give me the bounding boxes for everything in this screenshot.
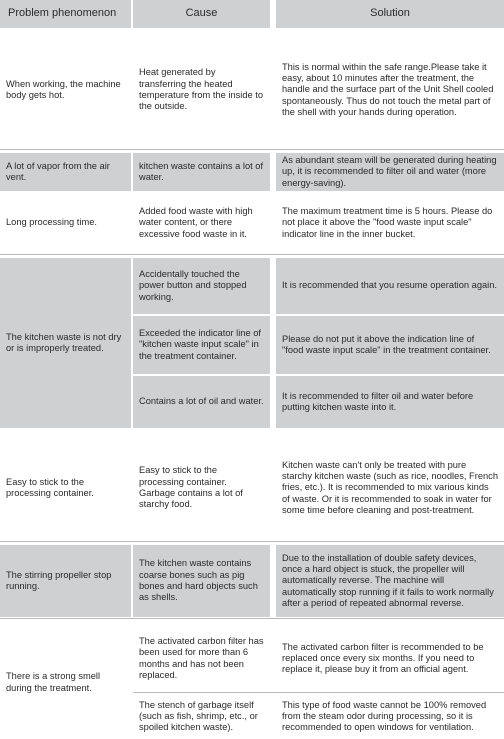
row-4b-solution: Please do not put it above the indication line of "food waste input scale" in the treatment container. [276, 316, 504, 374]
row-7b-solution: This type of food waste cannot be 100% removed from the steam odor during processing, so it is recommended to open windows for ventilation. [276, 694, 504, 739]
row-divider [0, 618, 504, 619]
row-4c-cause: Contains a lot of oil and water. [133, 376, 270, 428]
header-problem: Problem phenomenon [0, 0, 131, 28]
header-cause: Cause [133, 0, 270, 28]
row-divider [0, 254, 504, 255]
row-7a-cause: The activated carbon filter has been used for more than 6 months and has not been replaced. [133, 626, 270, 691]
row-6-solution: Due to the installation of double safety devices, once a hard object is stuck, the propeller will automatically reverse. The machine will automatically stop running if it fails to work normally after a period of repeated abnormal reverse. [276, 545, 504, 617]
row-2-cause: kitchen waste contains a lot of water. [133, 153, 270, 191]
column-divider [131, 258, 133, 428]
row-5-solution: Kitchen waste can't only be treated with pure starchy kitchen waste (such as rice, noodles, French fries, etc.). It is recommended to mix various kinds of waste. Or it is recommended to soak in water for some time before cleaning and post-treatment. [276, 436, 504, 540]
row-6-problem: The stirring propeller stop running. [0, 545, 131, 617]
row-divider [0, 541, 504, 542]
row-6-cause: The kitchen waste contains coarse bones such as pig bones and hard objects such as shells. [133, 545, 270, 617]
row-3-cause: Added food waste with high water content, or there excessive food waste in it. [133, 195, 270, 251]
header-solution: Solution [276, 0, 504, 28]
row-7b-cause: The stench of garbage itself (such as fish, shrimp, etc., or spoiled kitchen waste). [133, 694, 270, 739]
row-3-problem: Long processing time. [0, 195, 131, 251]
row-3-solution: The maximum treatment time is 5 hours. Please do not place it above the "food waste input scale" indicator line in the inner bucket. [276, 195, 504, 251]
row-1-cause: Heat generated by transferring the heated temperature from the inside to the outside. [133, 31, 270, 149]
row-4a-cause: Accidentally touched the power button and stopped working. [133, 258, 270, 314]
row-2-problem: A lot of vapor from the air vent. [0, 153, 131, 191]
row-7-problem: There is a strong smell during the treatment. [0, 626, 131, 739]
row-4c-solution: It is recommended to filter oil and water before putting kitchen waste into it. [276, 376, 504, 428]
row-2-solution: As abundant steam will be generated during heating up, it is recommended to filter oil and water (more energy-saving). [276, 153, 504, 191]
row-divider [0, 149, 504, 150]
row-7a-solution: The activated carbon filter is recommended to be replaced once every six months. If you need to replace it, please buy it from an official agent. [276, 626, 504, 691]
row-5-problem: Easy to stick to the processing container. [0, 436, 131, 540]
row-4b-cause: Exceeded the indicator line of "kitchen waste input scale" in the treatment container. [133, 316, 270, 374]
row-4a-solution: It is recommended that you resume operation again. [276, 258, 504, 314]
row-divider [133, 692, 504, 693]
row-1-problem: When working, the machine body gets hot. [0, 31, 131, 149]
row-1-solution: This is normal within the safe range.Please take it easy, about 10 minutes after the treatment, the handle and the surface part of the Unit Shell cooled spontaneously. Thus do not touch the metal part of the shell with your hands during operation. [276, 31, 504, 149]
row-4-problem: The kitchen waste is not dry or is improperly treated. [0, 258, 131, 428]
row-5-cause: Easy to stick to the processing container. Garbage contains a lot of starchy food. [133, 436, 270, 540]
